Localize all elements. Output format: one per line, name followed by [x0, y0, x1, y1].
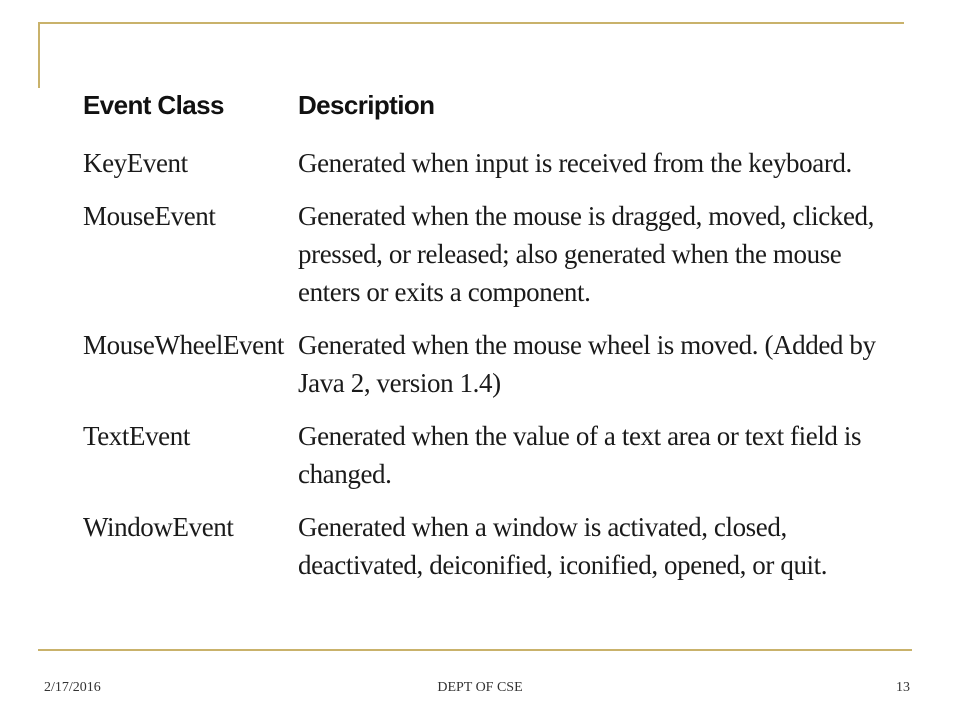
event-class-cell: TextEvent — [83, 421, 190, 451]
table-header-row — [83, 82, 903, 128]
footer-date: 2/17/2016 — [44, 680, 101, 695]
left-border-line — [38, 22, 40, 88]
top-border-line — [38, 22, 904, 24]
description-cell: Generated when the mouse wheel is moved. (Added by Java 2, version 1.4) — [298, 330, 876, 398]
table-row — [83, 417, 903, 493]
header-event-class: Event Class — [83, 89, 224, 120]
table-row — [83, 508, 903, 584]
event-class-cell: KeyEvent — [83, 148, 188, 178]
event-class-cell: MouseEvent — [83, 201, 216, 231]
event-class-table — [83, 82, 903, 584]
table-row — [83, 197, 903, 311]
bottom-border-line — [38, 649, 912, 651]
description-cell: Generated when input is received from the keyboard. — [298, 148, 852, 178]
event-class-cell: MouseWheelEvent — [83, 330, 284, 360]
description-cell: Generated when the mouse is dragged, moved, clicked, pressed, or released; also generated when the mouse enters or exits a component. — [298, 201, 874, 307]
table-row — [83, 326, 903, 402]
table-row — [83, 144, 903, 182]
description-cell: Generated when the value of a text area or text field is changed. — [298, 421, 862, 489]
description-cell: Generated when a window is activated, closed, deactivated, deiconified, iconified, opened, or quit. — [298, 512, 828, 580]
header-description: Description — [298, 89, 435, 120]
footer-department: DEPT OF CSE — [437, 680, 523, 695]
event-class-cell: WindowEvent — [83, 512, 234, 542]
footer-page-number: 13 — [896, 680, 910, 695]
